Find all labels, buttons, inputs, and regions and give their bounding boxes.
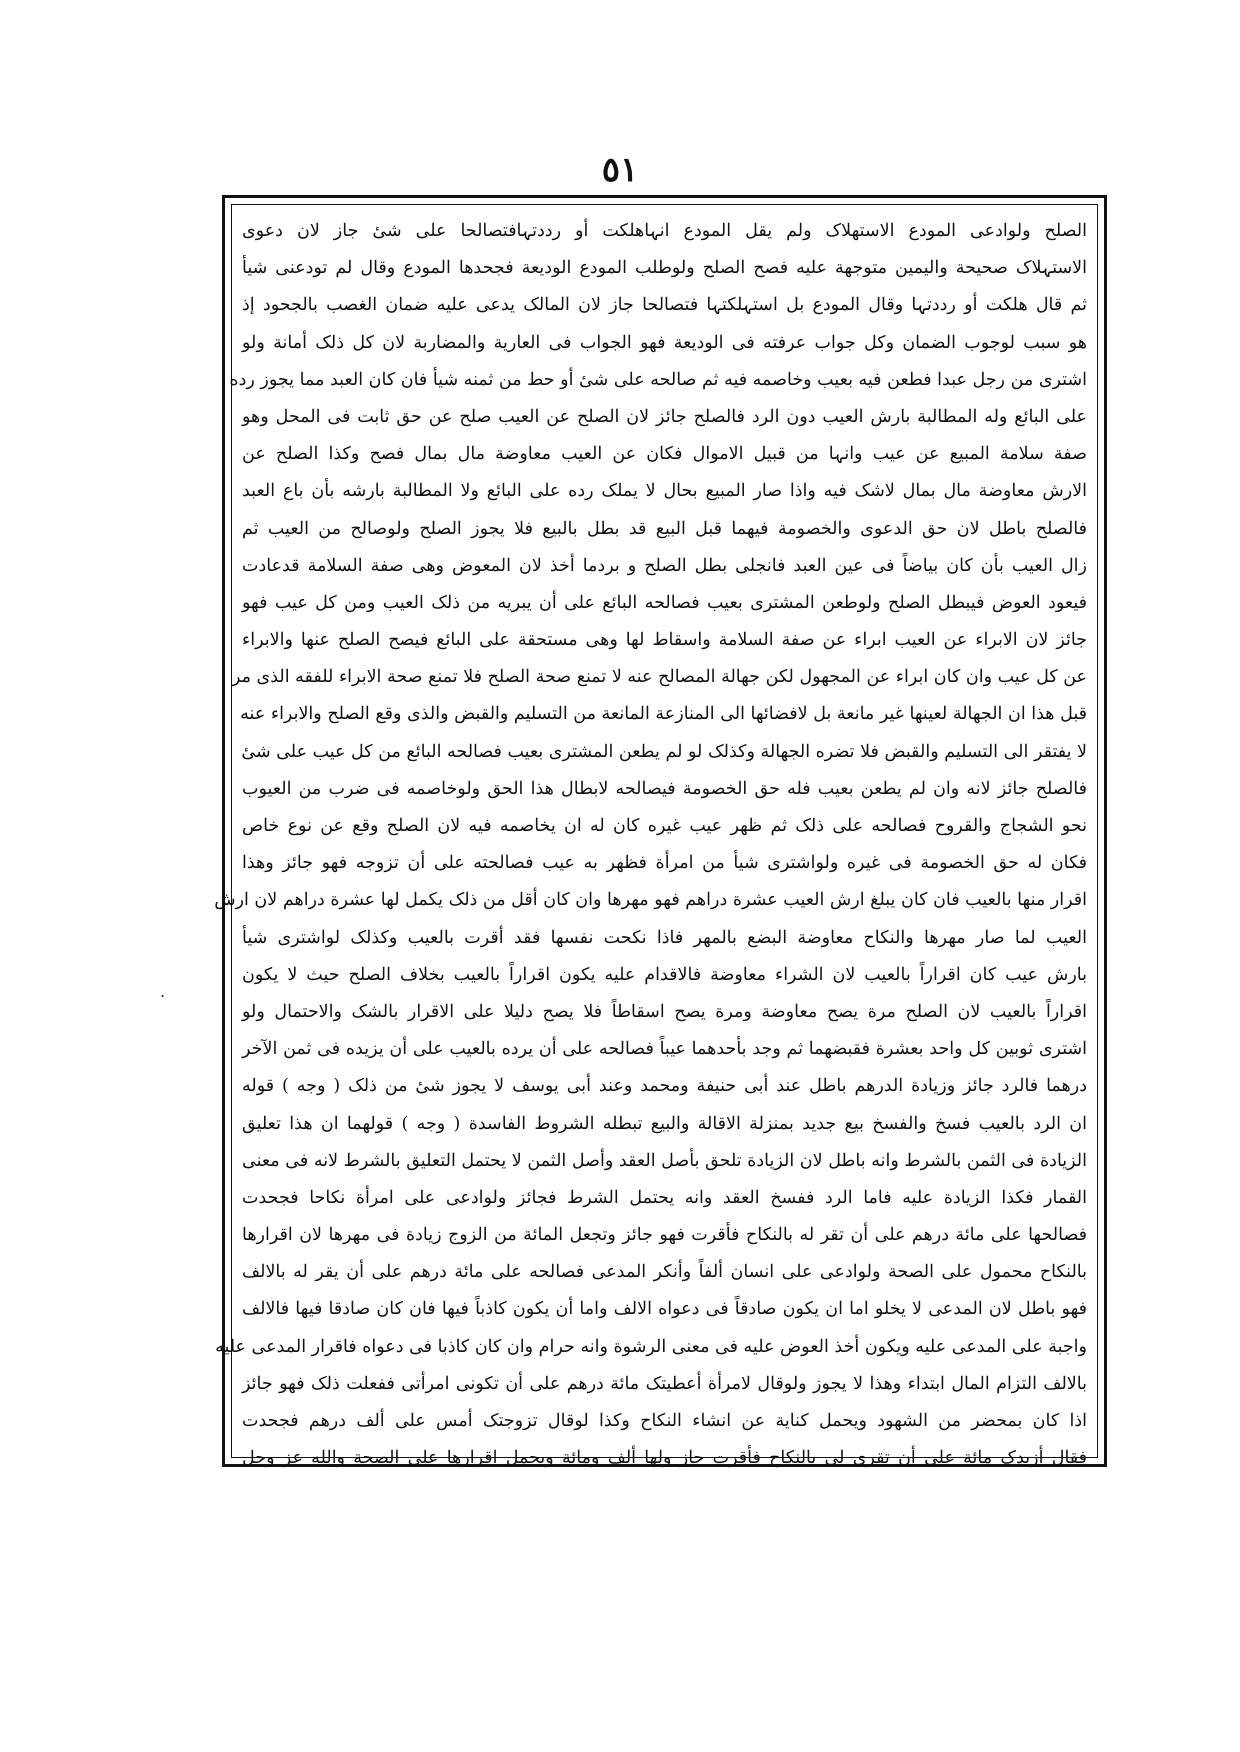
text-line: فالصلح باطل لان حق الدعوی والخصومة فیهما قبل البیع قد بطل بالبیع فلا یجوز الصلح ولوصالح من العیب ثم xyxy=(242,518,1087,539)
text-line: جائز لان الابراء عن العیب ابراء عن صفة السلامة واسقاط لها وهی مستحقة علی البائع فیصح الصلح عنها والابراء xyxy=(242,630,1087,651)
text-line: بارش عیب کان اقراراً بالعیب لان الشراء معاوضة فالاقدام علیه یکون اقراراً بالعیب بخلاف الصلح حیث لا یکون xyxy=(242,964,1087,985)
text-line: بالنکاح محمول علی الصحة ولوادعی علی انسان ألفاً وأنکر المدعی فصالحه علی مائة درهم علی أن یقر له بالالف xyxy=(242,1262,1087,1283)
page-number: ٥١ xyxy=(601,150,639,190)
text-line: فکان له حق الخصومة فی غیره ولواشتری شیأ من امرأة فظهر به عیب فصالحته علی أن تزوجه فهو جائز وهذا xyxy=(242,853,1087,874)
text-line: العیب لما صار مهرها والنکاح معاوضة البضع بالمهر فاذا نکحت نفسها فقد أقرت بالعیب وکذلک لواشتری شیأ xyxy=(242,927,1087,948)
text-line: فقال أزیدک مائة علی أن تقری لی بالنکاح فأقرت جاز ولها ألف ومائة ویحمل اقرارها علی الصحة والله عز وجل xyxy=(242,1448,1087,1469)
text-line: صفة سلامة المبیع عن عیب وانہا من قبیل الاموال فکان عن العیب معاوضة مال بمال فصح وکذا الصلح عن xyxy=(242,444,1087,465)
text-line: ثم قال هلکت أو رددتہا وقال المودع بل استہلکتہا فتصالحا جاز لان المالک یدعی علیه ضمان الغصب بالجحود إذ xyxy=(242,295,1087,316)
text-line: الاستہلاک صحیحة والیمین متوجهة علیه فصح الصلح ولوطلب المودع الودیعة فجحدها المودع وقال لم تودعنی شیأ xyxy=(242,258,1087,279)
text-line: لا یفتقر الی التسلیم والقبض فلا تضره الجهالة وکذلک لو لم یطعن المشتری بعیب فصالحه البائع من کل عیب علی شیٔ xyxy=(241,741,1087,762)
text-line: درهما فالرد جائز وزیادة الدرهم باطل عند أبی حنیفة ومحمد وعند أبی یوسف لا یجوز شیٔ من ذلک ( وجه ) قوله xyxy=(242,1076,1087,1097)
text-frame xyxy=(214,204,1098,1469)
text-line: هو سبب لوجوب الضمان وکل جواب عرفته فی الودیعة فهو الجواب فی العاریة والمضاربة لان کل ذلک أمانة ولو xyxy=(242,332,1087,353)
text-line: فصالحها علی مائة درهم علی أن تقر له بالنکاح فأقرت فهو جائز وتجعل المائة من الزوج زیادة فی مهرها لان اقرارها xyxy=(242,1225,1087,1246)
text-line: واجبة علی المدعی علیه ویکون أخذ العوض علیه فی معنی الرشوة وانه حرام وان کان کاذبا فی دعواه فاقرار المدعی علیه xyxy=(215,1336,1087,1357)
text-line: علی البائع وله المطالبة بارش العیب دون الرد فالصلح جائز لان الصلح عن العیب صلح عن حق ثابت فی المحل وهو xyxy=(242,406,1087,427)
text-block xyxy=(214,213,1087,1477)
text-line: زال العیب بأن کان بیاضاً فی عین العبد فانجلی بطل الصلح و بردما أخذ لان المعوض وهی صفة السلامة قدعادت xyxy=(242,555,1087,576)
text-line: قبل هذا ان الجهالة لعینها غیر مانعة بل لافضائها الی المنازعة المانعة من التسلیم والقبض والذی وقع الصلح والابراء عنه xyxy=(240,704,1087,725)
text-line: اشتری من رجل عبدا فطعن فیه بعیب وخاصمه فیه ثم صالحه علی شیٔ أو حط من ثمنه شیأ فان کان العبد مما یجوز رده xyxy=(229,369,1087,390)
text-line: نحو الشجاج والقروح فصالحه علی ذلک ثم ظهر عیب غیره کان له ان یخاصمه فیه لان الصلح وقع عن نوع خاص xyxy=(242,816,1087,836)
text-line: فالصلح جائز لانه وان لم یطعن بعیب فله حق الخصومة فیصالحه لابطال هذا الحق ولوخاصمه فی ضرب من العیوب xyxy=(242,778,1087,799)
page-frame xyxy=(214,195,1107,1469)
text-line: بالالف التزام المال ابتداء وهذا لا یجوز ولوقال لامرأة أعطیتک مائة درهم علی أن تکونی امرأتی ففعلت ذلک فهو جائز xyxy=(242,1373,1087,1394)
text-line: الارش معاوضة مال بمال لاشک فیه واذا صار المبیع بحال لا یملک رده علی البائع ولا المطالبة بارشه بأن باع العبد xyxy=(242,481,1087,502)
text-line: اقرار منها بالعیب فان کان یبلغ ارش العیب عشرة دراهم فهو مهرها وان کان أقل من ذلک یکمل لها عشرة دراهم لان ارش xyxy=(214,890,1087,911)
text-line: فیعود العوض فیبطل الصلح ولوطعن المشتری بعیب فصالحه البائع علی أن یبریه من ذلک العیب ومن کل عیب فهو xyxy=(242,592,1087,613)
text-line: القمار فکذا الزیادة علیه فاما الرد ففسخ العقد وانه یحتمل الشرط فجائز ولوادعی علی امرأة نکاحا فجحدت xyxy=(242,1187,1087,1208)
margin-dot: . xyxy=(160,982,166,1001)
text-line: ان الرد بالعیب فسخ والفسخ بیع جدید بمنزلة الاقالة والبیع تبطله الشروط الفاسدة ( وجه ) قولهما ان هذا تعلیق xyxy=(242,1113,1087,1134)
text-line: اقراراً بالعیب لان الصلح مرة یصح معاوضة ومرة یصح اسقاطاً فلا یصح دلیلا علی الاقرار بالشک والاحتمال ولو xyxy=(242,1001,1087,1022)
text-line: الزیادة فی الثمن بالشرط وانه باطل لان الزیادة تلحق بأصل العقد وأصل الثمن لا یحتمل التعلیق بالشرط لانه فی معنی xyxy=(242,1150,1087,1171)
text-line: اذا کان بمحضر من الشهود ویحمل کنایة عن انشاء النکاح وکذا لوقال تزوجتک أمس علی ألف درهم فجحدت xyxy=(242,1411,1087,1431)
text-line: اشتری ثوبین کل واحد بعشرة فقبضهما ثم وجد بأحدهما عیباً فصالحه علی أن یرده بالعیب علی أن یزیده فی ثمن الآخر xyxy=(242,1039,1087,1060)
text-line: الصلح ولوادعی المودع الاستهلاک ولم یقل المودع انہاهلکت أو رددتہافتصالحا علی شیٔ جاز لان دعوی xyxy=(242,221,1087,241)
text-line: عن کل عیب وان کان ابراء عن المجهول لکن جهالة المصالح عنه لا تمنع صحة الصلح فلا تمنع صحة الابراء للفقه الذی مر xyxy=(231,667,1087,688)
text-line: فهو باطل لان المدعی لا یخلو اما ان یکون صادقاً فی دعواه الالف واما أن یکون کاذباً فیها فان کان صادقا فیها فالالف xyxy=(242,1299,1087,1320)
